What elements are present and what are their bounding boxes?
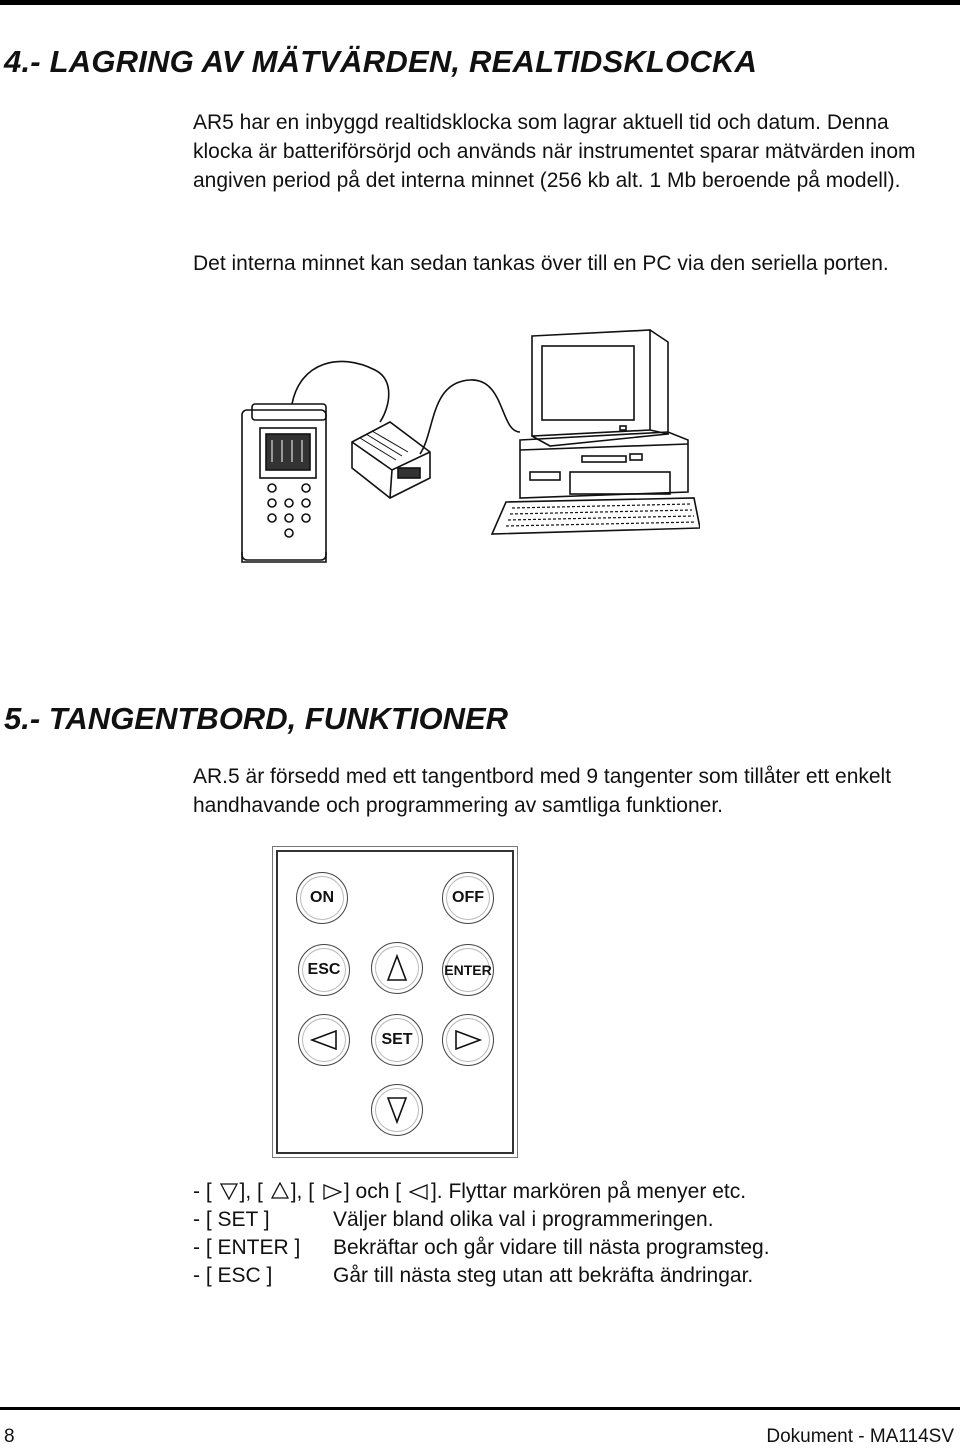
bottom-rule bbox=[0, 1407, 960, 1410]
instrument-pc-illustration bbox=[230, 322, 700, 572]
esc-key-label: - [ ESC ] bbox=[193, 1264, 273, 1287]
esc-key: ESC bbox=[298, 944, 350, 996]
on-key: ON bbox=[296, 872, 348, 924]
list-item bbox=[193, 1206, 746, 1234]
keypad-figure bbox=[276, 850, 514, 1154]
pc-keyboard-icon bbox=[492, 498, 700, 534]
list-item bbox=[193, 1178, 746, 1206]
interface-box-icon bbox=[352, 422, 430, 498]
left-key bbox=[298, 1014, 350, 1066]
document-id: Dokument - MA114SV bbox=[766, 1426, 954, 1447]
right-key bbox=[442, 1014, 494, 1066]
down-key bbox=[371, 1084, 423, 1136]
triangle-up-icon bbox=[271, 1182, 289, 1200]
triangle-up-icon bbox=[386, 954, 408, 982]
pc-monitor-icon bbox=[532, 330, 668, 446]
set-key-description: Väljer bland olika val i programmeringen. bbox=[333, 1208, 714, 1231]
section-4-paragraph-1: AR5 har en inbyggd realtidsklocka som lagrar aktuell tid och datum. Denna klocka är batteriförsörjd och används när instrumentet sparar mätvärden inom angiven period på det interna minnet (256 kb alt. 1 Mb beroende på modell). bbox=[193, 111, 916, 192]
off-key: OFF bbox=[442, 872, 494, 924]
enter-key: ENTER bbox=[442, 944, 494, 996]
top-rule bbox=[0, 0, 960, 5]
set-key: SET bbox=[371, 1014, 423, 1066]
set-key-label: - [ SET ] bbox=[193, 1208, 270, 1231]
section-4-heading: 4.- LAGRING AV MÄTVÄRDEN, REALTIDSKLOCKA bbox=[4, 44, 758, 79]
triangle-left-icon bbox=[409, 1184, 429, 1200]
list-item bbox=[193, 1262, 754, 1290]
triangle-left-icon bbox=[310, 1029, 338, 1051]
section-4-paragraph-2: Det interna minnet kan sedan tankas över till en PC via den seriella porten. bbox=[193, 252, 889, 275]
list-item bbox=[193, 1234, 770, 1262]
triangle-right-icon bbox=[322, 1184, 342, 1200]
section-5-heading: 5.- TANGENTBORD, FUNKTIONER bbox=[4, 701, 509, 736]
enter-key-description: Bekräftar och går vidare till nästa programsteg. bbox=[333, 1236, 770, 1259]
section-5-paragraph: AR.5 är försedd med ett tangentbord med 9 tangenter som tillåter ett enkelt handhavande och programmering av samtliga funktioner. bbox=[193, 765, 892, 817]
triangle-down-icon bbox=[220, 1182, 238, 1200]
up-key bbox=[371, 942, 423, 994]
triangle-down-icon bbox=[386, 1096, 408, 1124]
triangle-right-icon bbox=[454, 1029, 482, 1051]
enter-key-label: - [ ENTER ] bbox=[193, 1236, 301, 1259]
handheld-instrument-icon bbox=[242, 404, 326, 562]
key-function-list bbox=[193, 1178, 770, 1290]
arrow-keys-description: - [ ], [ ], [ ] och [ ]. Flyttar markören på menyer etc. bbox=[193, 1180, 747, 1203]
pc-system-unit-icon bbox=[520, 432, 688, 498]
esc-key-description: Går till nästa steg utan att bekräfta ändringar. bbox=[333, 1264, 754, 1287]
page-number: 8 bbox=[4, 1426, 15, 1447]
